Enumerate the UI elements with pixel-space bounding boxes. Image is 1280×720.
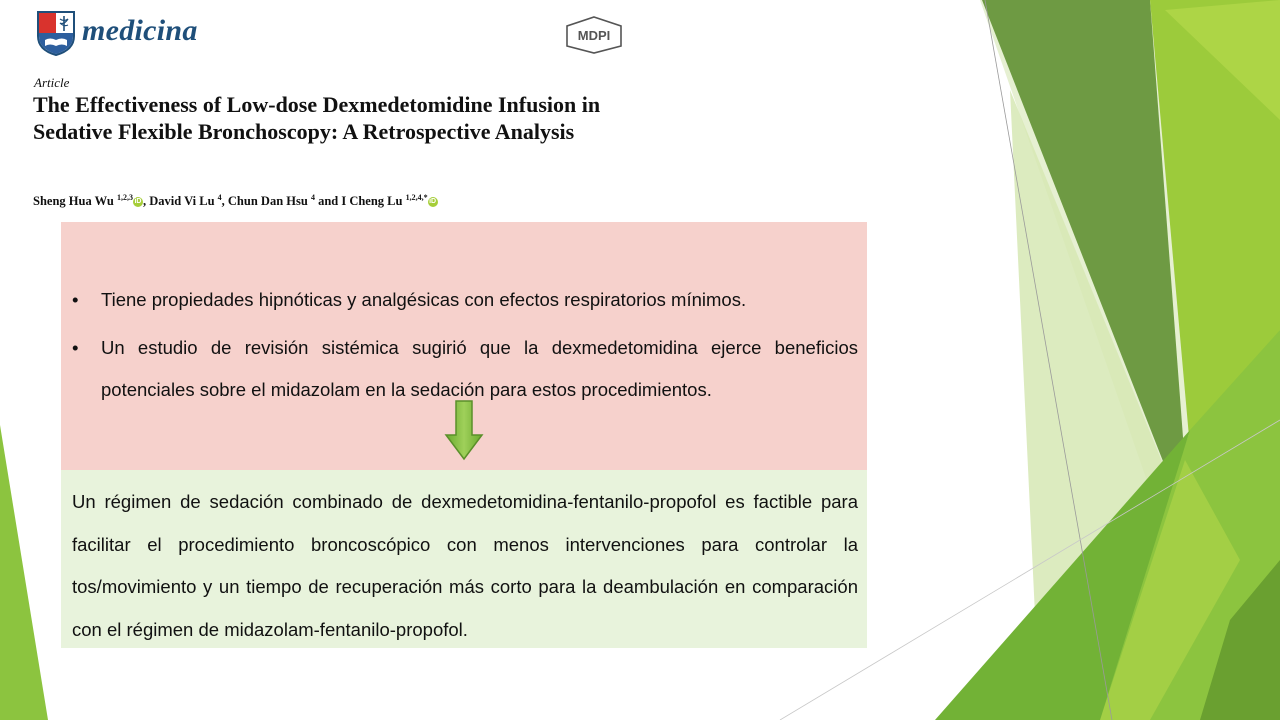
orcid-icon[interactable]: iD bbox=[429, 198, 437, 206]
bullet-list bbox=[71, 279, 858, 411]
mdpi-logo-icon bbox=[565, 16, 623, 54]
author-list bbox=[33, 193, 438, 209]
article-title: The Effectiveness of Low-dose Dexmedetomidine Infusion in Sedative Flexible Bronchoscopy: A Retrospective Analysis bbox=[33, 92, 601, 144]
bullet-icon: • bbox=[72, 337, 79, 358]
author-affiliation: 1,2,4,* bbox=[405, 193, 428, 202]
author-separator: and bbox=[314, 194, 342, 209]
journal-name: medicina bbox=[82, 14, 198, 47]
author-name[interactable]: Sheng Hua Wu bbox=[33, 194, 117, 209]
author-affiliation: 1,2,3 bbox=[116, 193, 133, 202]
bullet-text: Tiene propiedades hipnóticas y analgésicas con efectos respiratorios mínimos. bbox=[101, 289, 747, 310]
bullet-icon: • bbox=[72, 289, 79, 310]
author-separator: , bbox=[142, 194, 150, 209]
bullet-item bbox=[71, 279, 858, 321]
author-name[interactable]: Chun Dan Hsu bbox=[227, 194, 311, 209]
author-name[interactable]: David Vi Lu bbox=[149, 194, 218, 209]
author-affiliation: 4 bbox=[310, 193, 315, 202]
medicina-crest-icon bbox=[36, 10, 76, 56]
author-name[interactable]: I Cheng Lu bbox=[341, 194, 406, 209]
conclusion-panel bbox=[61, 470, 867, 648]
publisher-logo-text: MDPI bbox=[577, 28, 611, 43]
down-arrow-icon bbox=[444, 399, 484, 461]
bullet-text: Un estudio de revisión sistémica sugirió que la dexmedetomidina ejerce beneficios potenciales sobre el midazolam en la sedación para estos procedimientos. bbox=[101, 337, 858, 400]
author-affiliation: 4 bbox=[217, 193, 222, 202]
orcid-icon[interactable]: iD bbox=[134, 198, 142, 206]
article-type-label: Article bbox=[34, 75, 70, 90]
conclusion-text: Un régimen de sedación combinado de dexmedetomidina-fentanilo-propofol es factible para facilitar el procedimiento broncoscópico con menos intervenciones para controlar la tos/movimiento y un tiempo de recuperación más corto para la deambulación en comparación con el régimen de midazolam-fentanilo-propofol. bbox=[72, 491, 858, 640]
author-separator: , bbox=[221, 194, 228, 209]
